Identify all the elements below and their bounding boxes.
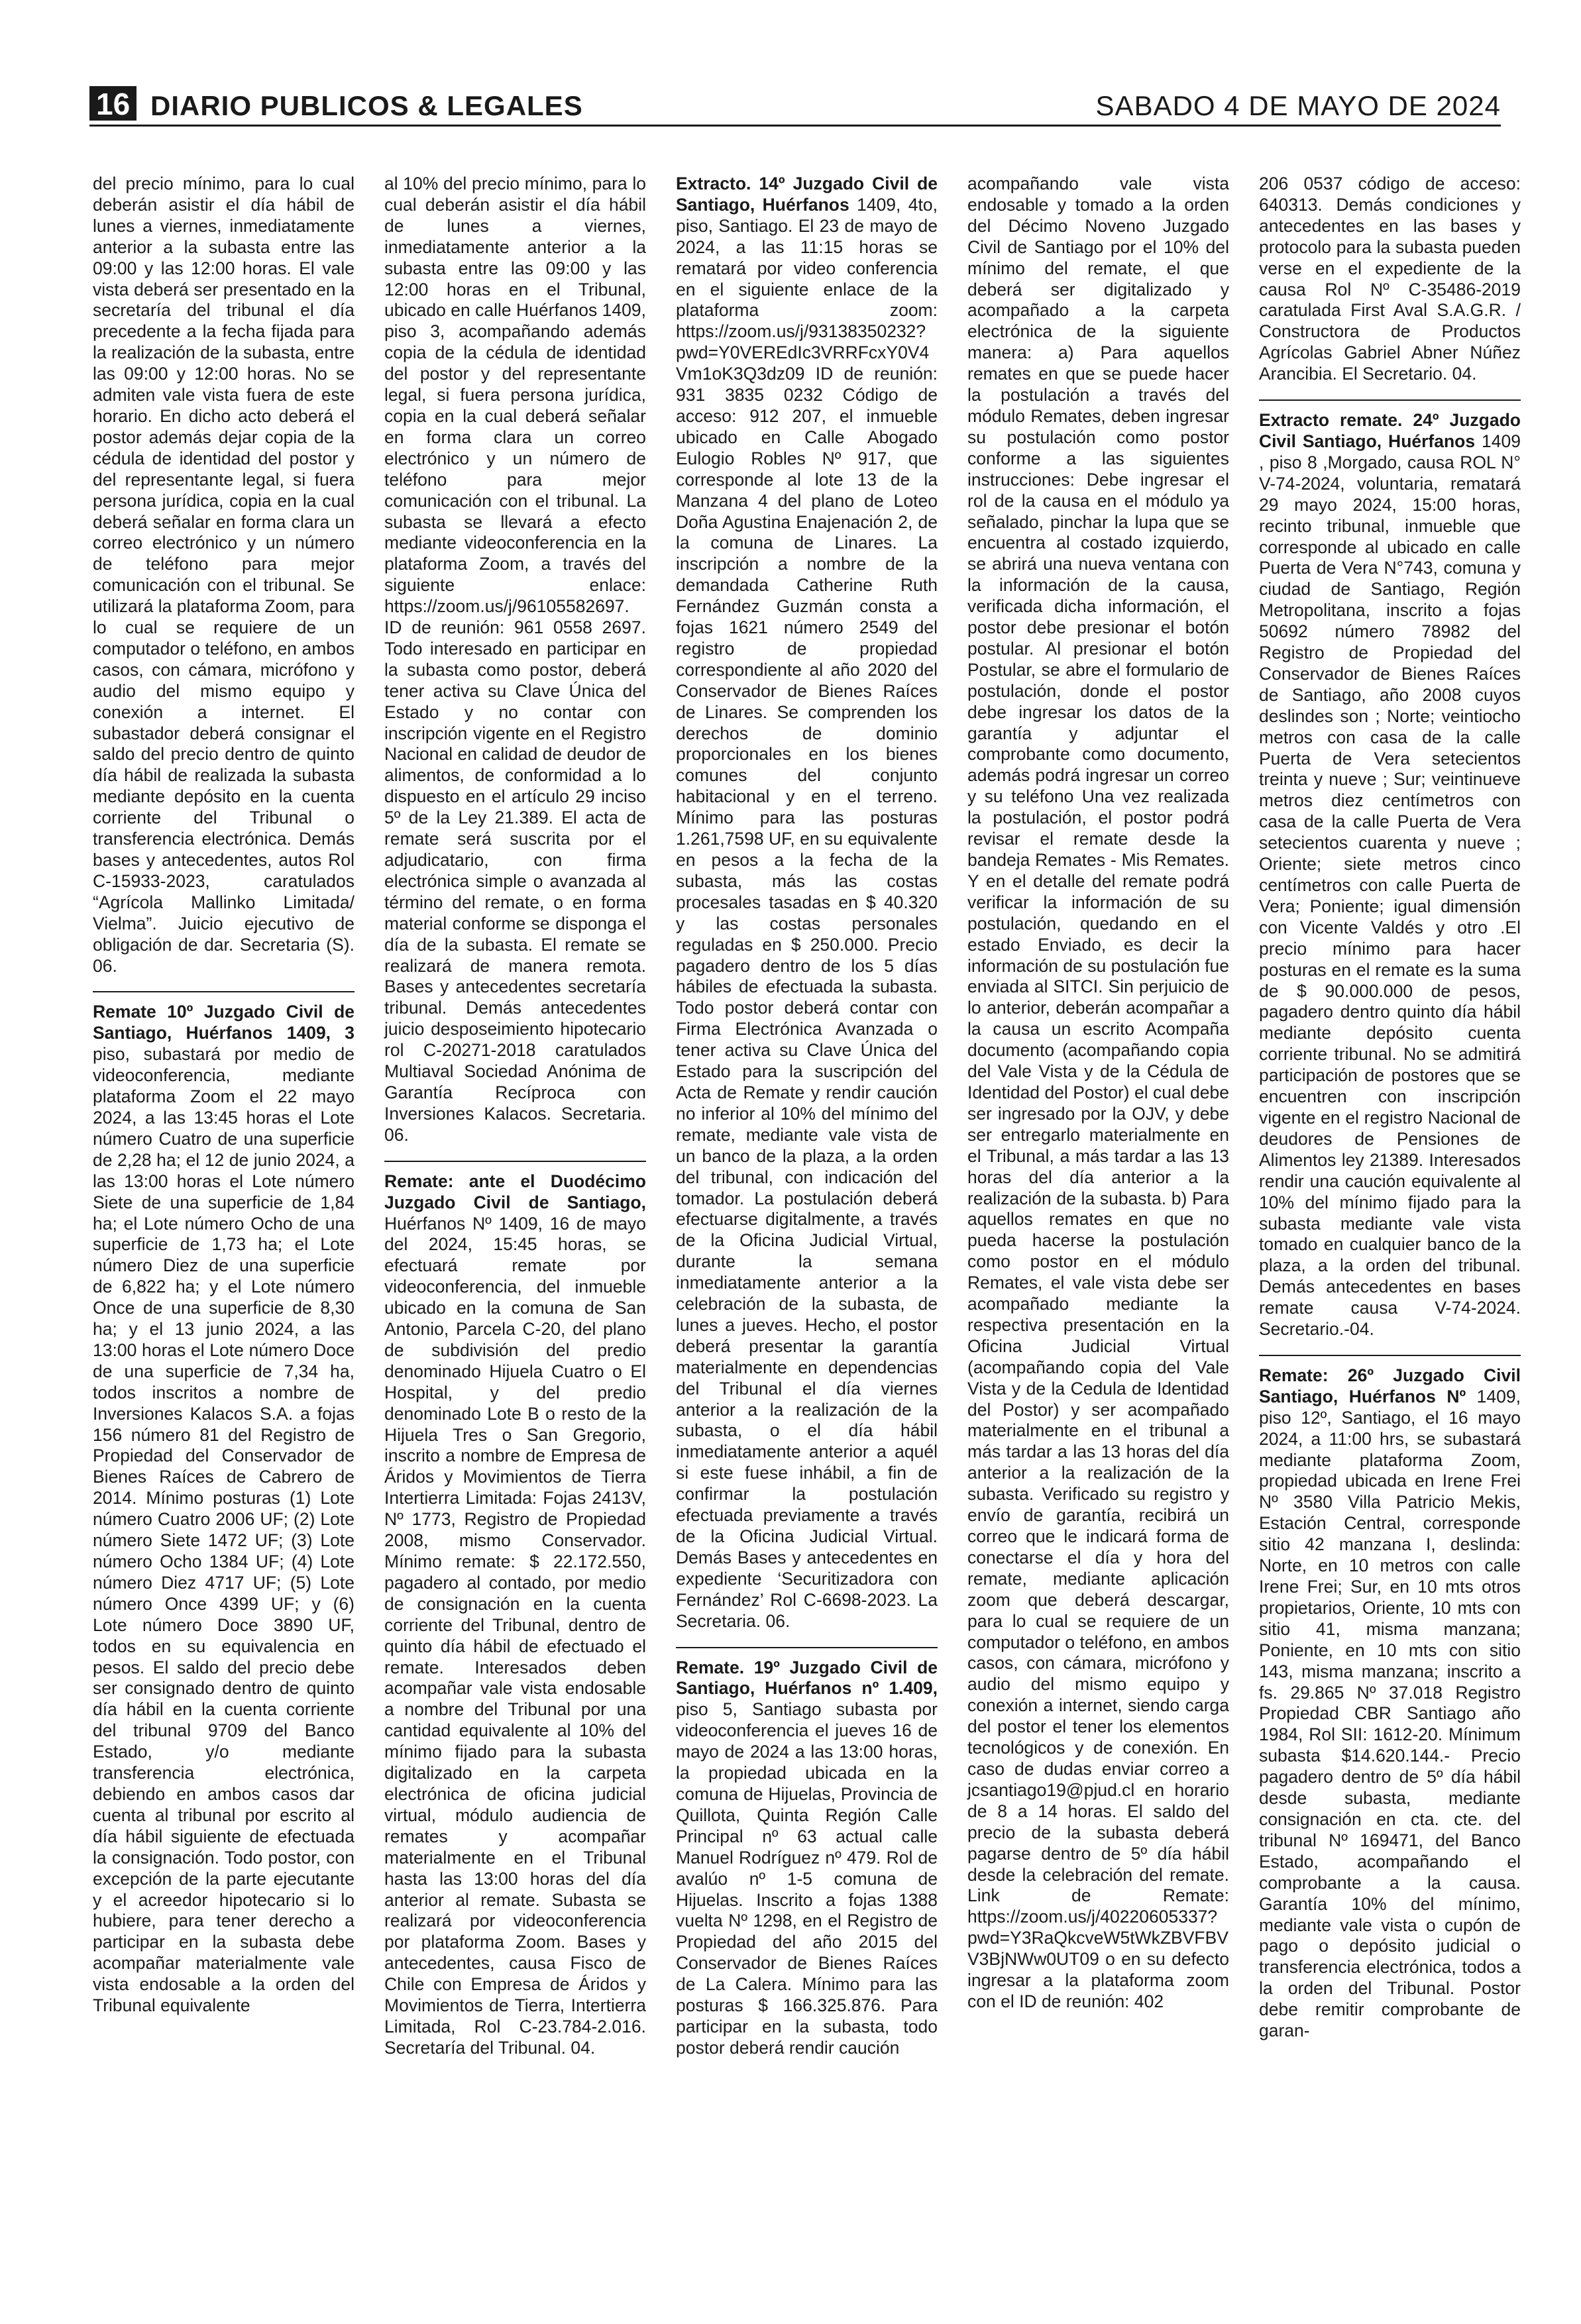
notice-remate-10-juzgado bbox=[93, 1002, 354, 2017]
notice-divider bbox=[384, 1161, 646, 1162]
notice-remate-12-juzgado bbox=[384, 1171, 646, 2059]
notice-divider bbox=[93, 991, 354, 992]
publication-date: SABADO 4 DE MAYO DE 2024 bbox=[1095, 90, 1501, 121]
notice-heading: Extracto. 14º Juzgado Civil de Santiago, Huérfanos bbox=[676, 174, 938, 215]
notice-text: al 10% del precio mínimo, para lo cual deberán asistir el día hábil de lunes a viernes, inmediatamente anterior a la subasta entre las 09:00 y las 12:00 horas en el Tribunal, ubicado en calle Huérfanos 1409, piso 3, acompañando además copia de la cédula de identidad del postor y del representante legal, si fuera persona jurídica, copia en la cual deberá señalar en forma clara un correo electrónico y un número de teléfono para mejor comunicación con el tribunal. La subasta se llevará a efecto mediante videoconferencia en la plataforma Zoom, a través del siguiente enlace: https://zoom.us/j/96105582697. ID de reunión: 961 0558 2697. Todo interesado en participar en la subasta como postor, deberá tener activa su Clave Única del Estado y no contar con inscripción vigente en el Registro Nacional en calidad de deudor de alimentos, de conformidad a lo dispuesto en el artículo 29 inciso 5º de la Ley 21.389. El acta de remate será suscrita por el adjudicatario, con firma electrónica simple o avanzada al término del remate, o en forma material conforme se disponga el día de la subasta. El remate se realizará de manera remota. Bases y antecedentes secretaría tribunal. Demás antecedentes juicio desposeimiento hipotecario rol C-20271-2018 caratulados Multiaval Sociedad Anónima de Garantía Recíproca con Inversiones Kalacos. Secretaria. 06. bbox=[384, 174, 646, 1145]
notice-text: acompañando vale vista endosable y tomado a la orden del Décimo Noveno Juzgado Civil de Santiago por el 10% del mínimo del remate, el que deberá ser digitalizado y acompañado a la carpeta electrónica de la siguiente manera: a) Para aquellos remates en que se puede hacer la postulación a través del módulo Remates, deben ingresar su postulación como postor conforme a las siguientes instrucciones: Debe ingresar el rol de la causa en el módulo ya señalado, pinchar la lupa que se encuentra al costado izquierdo, se abrirá una nueva ventana con la información de la causa, verificada dicha información, el postor debe presionar el botón postular. Al presionar el botón Postular, se abre el formulario de postulación, donde el postor debe ingresar los datos de la garantía y adjuntar el comprobante como documento, además podrá ingresar un correo y su teléfono Una vez realizada la postulación, el postor podrá revisar el remate desde la bandeja Remates - Mis Remates. Y en el detalle del remate podrá verificar la información de su postulación, quedando en el estado Enviado, es decir la información de su postulación fue enviada al SITCI. Sin perjuicio de lo anterior, deberán acompañar a la causa un escrito Acompaña documento (acompañando copia del Vale Vista y de la Cédula de Identidad del Postor) el cual debe ser ingresado por la OJV, y debe ser entregarlo materialmente en el Tribunal, a más tardar a las 13 horas del día anterior a la realización de la subasta. b) Para aquellos remates en que no pueda hacerse la postulación como postor en el módulo Remates, el vale vista debe ser acompañado mediante la respectiva presentación en la Oficina Judicial Virtual (acompañando copia del Vale Vista y de la Cedula de Identidad del Postor) y ser acompañado materialmente en el tribunal a más tardar a las 13 horas del día anterior a la realización de la subasta. Verificado su registro y envío de garantía, recibirá un correo que le indicará forma de conectarse el día y hora del remate, mediante aplicación zoom que deberá descargar, para lo cual se requiere de un computador o teléfono, en ambos casos, con cámara, micrófono y audio del mismo equipo y conexión a internet, siendo carga del postor el tener los elementos tecnológicos y de conexión. En caso de dudas enviar correo a jcsantiago19@pjud.cl en horario de 8 a 14 horas. El saldo del precio de la subasta deberá pagarse dentro de 5º día hábil desde la celebración del remate. Link de Remate: https://zoom.us/j/40220605337?pwd=Y3RaQkcveW5tWkZBVFBVV3BjNWw0UT09 o en su defecto ingresar a la plataforma zoom con el ID de reunión: 402 bbox=[967, 174, 1229, 2011]
notice-body: 1409, 4to, piso, Santiago. El 23 de mayo de 2024, a las 11:15 horas se rematará por video conferencia en el siguiente enlace de la plataforma zoom: https://zoom.us/j/93138350232?pwd=Y0VEREdIc3VRRFcxY0V4Vm1oK3Q3dz09 ID de reunión: 931 3835 0232 Código de acceso: 912 207, el inmueble ubicado en Calle Abogado Eulogio Robles Nº 917, que corresponde al lote 13 de la Manzana 4 del plano de Loteo Doña Agustina Enajenación 2, de la comuna de Linares. La inscripción a nombre de la demandada Catherine Ruth Fernández Guzmán consta a fojas 1621 número 2549 del registro de propiedad correspondiente al año 2020 del Conservador de Bienes Raíces de Linares. Se comprenden los derechos de dominio proporcionales en los bienes comunes del conjunto habitacional y en el terreno. Mínimo para las posturas 1.261,7598 UF, en su equivalente en pesos a la fecha de la subasta, más las costas procesales tasadas en $ 40.320 y las costas personales reguladas en $ 250.000. Precio pagadero dentro de los 5 días hábiles de efectuada la subasta. Todo postor deberá contar con Firma Electrónica Avanzada o tener activa su Clave Única del Estado para la suscripción del Acta de Remate y rendir caución no inferior al 10% del mínimo del remate, mediante vale vista de un banco de la plaza, a la orden del tribunal, con indicación del tomador. La postulación deberá efectuarse digitalmente, a través de la Oficina Judicial Virtual, durante la semana inmediatamente anterior a la celebración de la subasta, de lunes a jueves. Hecho, el postor deberá presentar la garantía materialmente en dependencias del Tribunal el día viernes anterior a la realización de la subasta, o el día hábil inmediatamente anterior a aquél si este fuese inhábil, a fin de confirmar la postulación efectuada previamente a través de la Oficina Judicial Virtual. Demás Bases y antecedentes en expediente ‘Securitizadora con Fernández’ Rol C-6698-2023. La Secretaria. 06. bbox=[676, 194, 938, 1631]
notice-text: del precio mínimo, para lo cual deberán asistir el día hábil de lunes a viernes, inmediatamente anterior a la subasta entre las 09:00 y las 12:00 horas. El vale vista deberá ser presentado en la secretaría del tribunal el día precedente a la fecha fijada para la realización de la subasta, entre las 09:00 y 12:00 horas. No se admiten vale vista fuera de este horario. En dicho acto deberá el postor además dejar copia de la cédula de identidad del postor y del representante legal, si fuera persona jurídica, copia en la cual deberá señalar en forma clara un correo electrónico y un número de teléfono para mejor comunicación con el tribunal. Se utilizará la plataforma Zoom, para lo cual se requiere de un computador o teléfono, en ambos casos, con cámara, micrófono y audio del mismo equipo y conexión a internet. El subastador deberá consignar el saldo del precio dentro de quinto día hábil de realizada la subasta mediante depósito en la cuenta corriente del Tribunal o transferencia electrónica. Demás bases y antecedentes, autos Rol C-15933-2023, caratulados “Agrícola Mallinko Limitada/ Vielma”. Juicio ejecutivo de obligación de dar. Secretaria (S). 06. bbox=[93, 174, 354, 976]
page-header bbox=[89, 85, 1501, 127]
notice-heading: Remate. 19º Juzgado Civil de Santiago, Huérfanos nº 1.409, bbox=[676, 1657, 938, 1699]
notice-divider bbox=[1259, 399, 1521, 401]
notice-divider bbox=[1259, 1355, 1521, 1356]
notice-body: piso, subastará por medio de videoconferencia, mediante plataforma Zoom el 22 mayo 2024, a las 13:45 horas el Lote número Cuatro de una superficie de 2,28 ha; el 12 de junio 2024, a las 13:00 horas el Lote número Siete de una superficie de 1,84 ha; el Lote número Ocho de una superficie de 1,73 ha; el Lote número Diez de una superficie de 6,822 ha; y el Lote número Once de una superficie de 8,30 ha; y el 13 junio 2024, a las 13:00 horas el Lote número Doce de una superficie de 7,34 ha, todos inscritos a nombre de Inversiones Kalacos S.A. a fojas 156 número 81 del Registro de Propiedad del Conservador de Bienes Raíces de Cabrero de 2014. Mínimo posturas (1) Lote número Cuatro 2006 UF; (2) Lote número Siete 1472 UF; (3) Lote número Ocho 1384 UF; (4) Lote número Diez 4717 UF; (5) Lote número Once 4399 UF; y (6) Lote número Doce 3890 UF, todos en su equivalencia en pesos. El saldo del precio debe ser consignado dentro de quinto día hábil en la cuenta corriente del tribunal 9709 del Banco Estado, y/o mediante transferencia electrónica, debiendo en ambos casos dar cuenta al tribunal por escrito al día hábil siguiente de efectuada la consignación. Todo postor, con excepción de la parte ejecutante y el acreedor hipotecario si lo hubiere, para tener derecho a participar en la subasta debe acompañar materialmente vale vista endosable a la orden del Tribunal equivalente bbox=[93, 1044, 354, 2016]
column-5 bbox=[1259, 174, 1521, 2042]
column-3 bbox=[676, 174, 938, 2059]
notice-heading: Remate: 26º Juzgado Civil Santiago, Huérfanos Nº bbox=[1259, 1365, 1521, 1406]
notice-body: 1409, piso 12º, Santiago, el 16 mayo 2024, a 11:00 hrs, se subastará mediante plataforma Zoom, propiedad ubicada en Irene Frei Nº 3580 Villa Patricio Mekis, Estación Central, corresponde sitio 42 manzana I, deslinda: Norte, en 10 metros con calle Irene Frei; Sur, en 10 mts otros propietarios, Oriente, 10 mts con sitio 41, misma manzana; Poniente, en 10 mts con sitio 143, misma manzana; inscrito a fs. 29.865 Nº 37.018 Registro Propiedad CBR Santiago año 1984, Rol SII: 1612-20. Mínimum subasta $14.620.144.- Precio pagadero dentro de 5º día hábil desde subasta, mediante consignación en cta. cte. del tribunal Nº 169471, del Banco Estado, acompañando el comprobante a la causa. Garantía 10% del mínimo, mediante vale vista o cupón de pago o depósito judicial o transferencia electrónica, todos a la orden del Tribunal. Postor debe remitir comprobante de garan- bbox=[1259, 1386, 1521, 2041]
notice-extracto-24-juzgado bbox=[1259, 410, 1521, 1340]
notice-remate-19-juzgado bbox=[676, 1658, 938, 2059]
notice-body: Huérfanos Nº 1409, 16 de mayo del 2024, 15:45 horas, se efectuará remate por videoconferencia, del inmueble ubicado en la comuna de San Antonio, Parcela C-20, del plano de subdivisión del predio denominado Hijuela Cuatro o El Hospital, y del predio denominado Lote B o resto de la Hijuela Tres o San Gregorio, inscrito a nombre de Empresa de Áridos y Movimientos de Tierra Intertierra Limitada: Fojas 2413V, Nº 1773, Registro de Propiedad 2008, mismo Conservador. Mínimo remate: $ 22.172.550, pagadero al contado, por medio de consignación en la cuenta corriente del Tribunal, dentro de quinto día hábil de efectuado el remate. Interesados deben acompañar vale vista endosable a nombre del Tribunal por una cantidad equivalente al 10% del mínimo fijado para la subasta digitalizado en la carpeta electrónica de oficina judicial virtual, módulo audiencia de remates y acompañar materialmente en el Tribunal hasta las 13:00 horas del día anterior al remate. Subasta se realizará por videoconferencia por plataforma Zoom. Bases y antecedentes, causa Fisco de Chile con Empresa de Áridos y Movimientos de Tierra, Intertierra Limitada, Rol C-23.784-2.016. Secretaría del Tribunal. 04. bbox=[384, 1213, 646, 2058]
notice-remate-26-juzgado bbox=[1259, 1365, 1521, 2042]
page-number: 16 bbox=[89, 86, 136, 121]
notice-extracto-14-juzgado bbox=[676, 174, 938, 1632]
publication-name: DIARIO PUBLICOS & LEGALES bbox=[150, 90, 583, 121]
notice-divider bbox=[676, 1647, 938, 1648]
notice-heading: Extracto remate. 24º Juzgado Civil Santiago, Huérfanos bbox=[1259, 410, 1521, 451]
column-1 bbox=[93, 174, 354, 2017]
notice-body: 1409 , piso 8 ,Morgado, causa ROL N° V-74-2024, voluntaria, rematará 29 mayo 2024, 15:00 horas, recinto tribunal, inmueble que corresponde al ubicado en calle Puerta de Vera N°743, comuna y ciudad de Santiago, Región Metropolitana, inscrito a fojas 50692 número 78982 del Registro de Propiedad del Conservador de Bienes Raíces de Santiago, año 2008 cuyos deslindes son ; Norte; veintiocho metros con casa de la calle Puerta de Vera setecientos treinta y nueve ; Sur; veintinueve metros diez centímetros con casa de la calle Puerta de Vera setecientos cuarenta y nueve ; Oriente; siete metros cinco centímetros con calle Puerta de Vera; Poniente; igual dimensión con Vicente Valdés y otro .El precio mínimo para hacer posturas en el remate es la suma de $ 90.000.000 de pesos, pagadero dentro quinto día hábil mediante depósito cuenta corriente tribunal. No se admitirá participación de postores que se encuentren con inscripción vigente en el registro Nacional de deudores de Pensiones de Alimentos ley 21389. Interesados rendir una caución equivalente al 10% del mínimo fijado para la subasta mediante vale vista tomado en cualquier banco de la plaza, a la orden del tribunal. Demás antecedentes en bases remate causa V-74-2024. Secretario.-04. bbox=[1259, 431, 1521, 1340]
column-2 bbox=[384, 174, 646, 2059]
notice-heading: Remate 10º Juzgado Civil de Santiago, Huérfanos 1409, 3 bbox=[93, 1002, 354, 1043]
column-4 bbox=[967, 174, 1229, 2013]
notice-text: 206 0537 código de acceso: 640313. Demás condiciones y antecedentes en las bases y protocolo para la subasta pueden verse en el expediente de la causa Rol Nº C-35486-2019 caratulada First Aval S.A.G.R. / Constructora de Productos Agrícolas Gabriel Abner Núñez Arancibia. El Secretario. 04. bbox=[1259, 174, 1521, 384]
notice-heading: Remate: ante el Duodécimo Juzgado Civil de Santiago, bbox=[384, 1171, 646, 1212]
notice-body: piso 5, Santiago subasta por videoconferencia el jueves 16 de mayo de 2024 a las 13:00 horas, la propiedad ubicada en la comuna de Hijuelas, Provincia de Quillota, Quinta Región Calle Principal nº 63 actual calle Manuel Rodríguez nº 479. Rol de avalúo nº 1-5 comuna de Hijuelas. Inscrito a fojas 1388 vuelta Nº 1298, en el Registro de Propiedad del año 2015 del Conservador de Bienes Raíces de La Calera. Mínimo para las posturas $ 166.325.876. Para participar en la subasta, todo postor deberá rendir caución bbox=[676, 1699, 938, 2058]
